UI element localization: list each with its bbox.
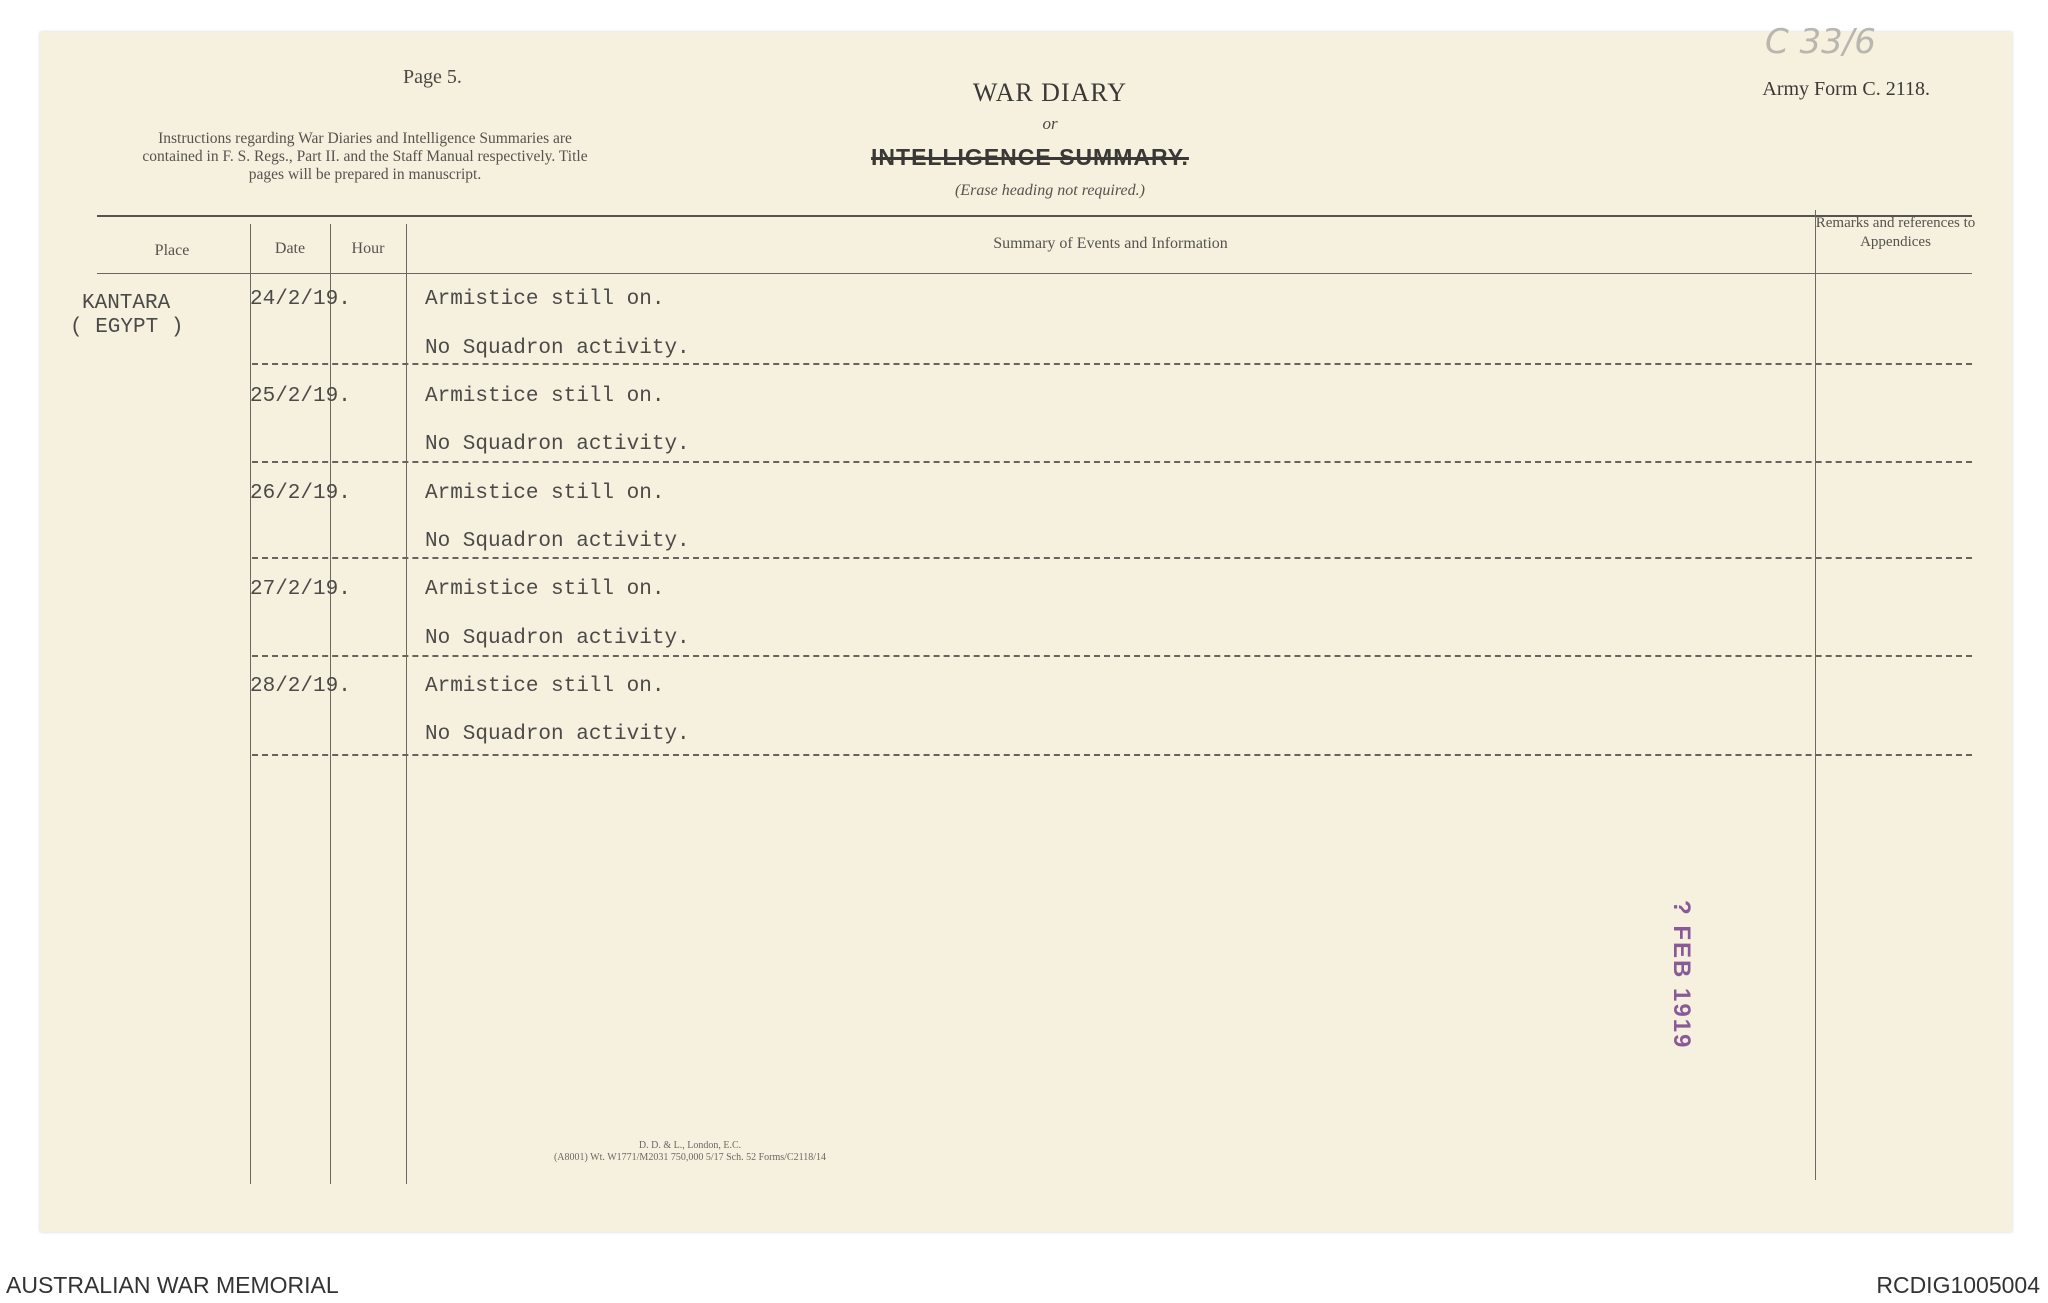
entry-line-1: Armistice still on.: [425, 288, 665, 311]
column-divider-place: [250, 224, 251, 1184]
date-stamp: ? FEB 1919: [1668, 900, 1695, 1050]
entry-line-2: No Squadron activity.: [425, 530, 690, 553]
column-header-place: Place: [154, 242, 190, 259]
army-form-number: Army Form C. 2118.: [1762, 78, 1930, 100]
row-separator: [252, 557, 1972, 559]
column-header-hour: Hour: [351, 240, 385, 257]
column-divider-hour: [406, 224, 407, 1184]
struck-subtitle: INTELLIGENCE SUMMARY.: [871, 144, 1189, 170]
entry-date: 25/2/19.: [250, 385, 351, 408]
erase-note: (Erase heading not required.): [955, 182, 1145, 199]
row-separator: [252, 754, 1972, 756]
entry-line-2: No Squadron activity.: [425, 627, 690, 650]
entry-line-2: No Squadron activity.: [425, 337, 690, 360]
printer-imprint: [440, 1140, 940, 1164]
entry-line-1: Armistice still on.: [425, 482, 665, 505]
entry-date: 28/2/19.: [250, 675, 351, 698]
entry-date: 27/2/19.: [250, 578, 351, 601]
page-number: Page 5.: [403, 66, 462, 88]
entry-line-2: No Squadron activity.: [425, 433, 690, 456]
entry-line-1: Armistice still on.: [425, 385, 665, 408]
footer-record-id: RCDIG1005004: [1876, 1272, 2040, 1298]
row-separator: [252, 461, 1972, 463]
entry-line-1: Armistice still on.: [425, 675, 665, 698]
entry-line-1: Armistice still on.: [425, 578, 665, 601]
table-top-rule: [97, 215, 1972, 217]
column-header-summary: Summary of Events and Information: [993, 235, 1228, 252]
diary-page: [40, 32, 2012, 1232]
entry-date: 26/2/19.: [250, 482, 351, 505]
place-name: KANTARA: [82, 292, 171, 315]
form-or: or: [1042, 114, 1058, 133]
printer-line: D. D. & L., London, E.C.: [638, 1140, 742, 1151]
column-header-remarks: Remarks and references to Appendices: [1815, 215, 1976, 250]
form-title: WAR DIARY: [972, 78, 1128, 107]
entry-line-2: No Squadron activity.: [425, 723, 690, 746]
entry-date: 24/2/19.: [250, 288, 351, 311]
printer-line: (A8001) Wt. W1771/M2031 750,000 5/17 Sch. 52 Forms/C2118/14: [553, 1152, 827, 1163]
row-separator: [252, 363, 1972, 365]
file-reference: C 33/6: [1765, 22, 1876, 62]
table-header-rule: [97, 273, 1972, 274]
footer-source: AUSTRALIAN WAR MEMORIAL: [6, 1272, 339, 1298]
row-separator: [252, 655, 1972, 657]
column-header-date: Date: [274, 240, 306, 257]
column-divider-summary: [1815, 210, 1816, 1180]
place-country: ( EGYPT ): [70, 316, 184, 339]
column-divider-date: [330, 224, 331, 1184]
instructions-text: Instructions regarding War Diaries and Intelligence Summaries are contained in F. S. Regs., Part II. and the Staff Manual respectively. Title pages will be prepared in manuscript.: [142, 130, 588, 183]
